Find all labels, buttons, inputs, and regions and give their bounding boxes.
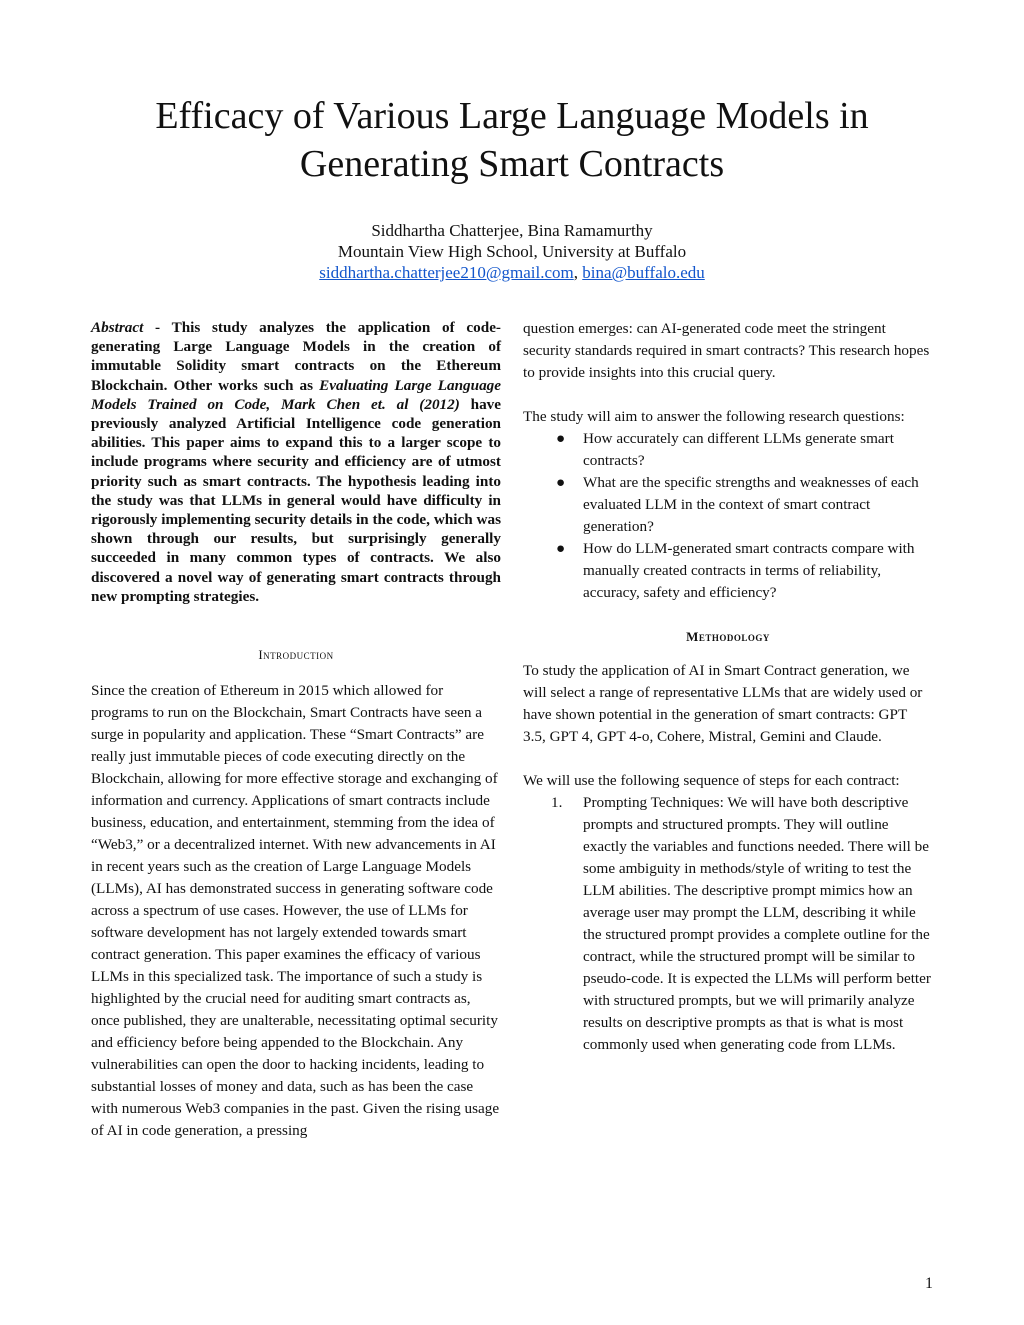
methodology-heading: Methodology bbox=[686, 629, 770, 644]
email-link-2[interactable]: bina@buffalo.edu bbox=[582, 263, 705, 282]
introduction-text: Since the creation of Ethereum in 2015 which allowed for programs to run on the Blockchain, Smart Contracts have seen a surge in popularity and application. These “Smart Contracts” are really just immutable pieces of code executing directly on the Blockchain, allowing for more effective storage and exchanging of information and currency. Applications of smart contracts include business, education, and entertainment, stemming from the idea of “Web3,” or a decentralized internet. With new advancements in AI in recent years such as the creation of Large Language Models (LLMs), AI has demonstrated success in generating software code across a spectrum of use cases. However, the use of LLMs for software development has not largely extended towards smart contract generation. This paper examines the efficacy of various LLMs in this specialized task. The importance of such a study is highlighted by the crucial need for auditing smart contracts as, once published, they are unalterable, necessitating optimal security and efficiency before being appended to the Blockchain. Any vulnerabilities can open the door to hacking incidents, leading to substantial losses of money and data, such as has been the case with numerous Web3 companies in the past. Given the rising usage of AI in code generation, a pressing bbox=[91, 682, 500, 1140]
author-names: Siddhartha Chatterjee, Bina Ramamurthy bbox=[371, 221, 653, 240]
bullet-icon: ● bbox=[556, 540, 566, 557]
question-text: How do LLM-generated smart contracts compare with manually created contracts in terms of reliability, accuracy, safety and efficiency? bbox=[583, 540, 915, 601]
list-item bbox=[523, 428, 933, 472]
methodology-steps bbox=[523, 792, 933, 1056]
email-separator: , bbox=[573, 263, 578, 282]
bullet-icon: ● bbox=[556, 430, 566, 447]
abstract-cited-work: Evaluating Large Language Models Trained on Code, Mark Chen et. al (2012) bbox=[91, 376, 502, 413]
email-link-1[interactable]: siddhartha.chatterjee210@gmail.com bbox=[319, 263, 574, 282]
step-number: 1. bbox=[551, 794, 563, 811]
research-questions-intro: The study will aim to answer the following research questions: bbox=[523, 408, 905, 425]
title-line-1: Efficacy of Various Large Language Models in bbox=[155, 95, 869, 137]
left-column bbox=[91, 318, 501, 1142]
list-item bbox=[523, 792, 933, 1056]
author-block bbox=[60, 220, 964, 283]
question-text: How accurately can different LLMs generate smart contracts? bbox=[583, 430, 894, 469]
author-emails bbox=[60, 262, 964, 283]
abstract-text-2: have previously analyzed Artificial Intelligence code generation abilities. This paper aims to expand this to a larger scope to include programs where security and efficiency are of utmost priority such as smart contracts. The hypothesis leading into the study was that LLMs in general would have difficulty in rigorously implementing security details in the code, which was shown through our results, but surprisingly generally succeeded in many common types of contracts. We also discovered a novel way of generating smart contracts through new prompting strategies. bbox=[91, 395, 502, 605]
right-column bbox=[523, 318, 933, 1056]
abstract bbox=[91, 318, 501, 606]
list-item bbox=[523, 472, 933, 538]
introduction-heading: Introduction bbox=[258, 647, 334, 663]
step-text: Prompting Techniques: We will have both descriptive prompts and structured prompts. They will outline exactly the variables and functions needed. There will be some ambiguity in methods/style of writing to test the LLM abilities. The descriptive prompt mimics how an average user may prompt the LLM, describing it while the structured prompt provides a complete outline for the contract, while the structured prompt will be similar to pseudo-code. It is expected the LLMs will perform better with structured prompts, but we will primarily analyze results on descriptive prompts as that is what is most commonly used when generating code from LLMs. bbox=[583, 794, 931, 1053]
methodology-para-1: To study the application of AI in Smart Contract generation, we will select a range of representative LLMs that are widely used or have shown potential in the generation of smart contracts: GPT 3.5, GPT 4, GPT 4-o, Cohere, Mistral, Gemini and Claude. bbox=[523, 662, 923, 745]
methodology-para-2: We will use the following sequence of steps for each contract: bbox=[523, 772, 900, 789]
introduction-continuation: question emerges: can AI-generated code meet the stringent security standards required in smart contracts? This research hopes to provide insights into this crucial query. bbox=[523, 320, 930, 381]
abstract-label: Abstract bbox=[91, 319, 144, 336]
bullet-icon: ● bbox=[556, 474, 566, 491]
affiliation: Mountain View High School, University at Buffalo bbox=[337, 242, 687, 261]
abstract-text-1: - This study analyzes the application of code-generating Large Language Models in the creation of immutable Solidity smart contracts on the Ethereum Blockchain. Other works such as bbox=[91, 319, 501, 394]
page-number: 1 bbox=[925, 1275, 933, 1292]
research-questions-list bbox=[523, 428, 933, 604]
title-line-2: Generating Smart Contracts bbox=[299, 143, 725, 185]
list-item bbox=[523, 538, 933, 604]
question-text: What are the specific strengths and weaknesses of each evaluated LLM in the context of smart contract generation? bbox=[583, 474, 919, 535]
paper-title bbox=[60, 92, 964, 188]
